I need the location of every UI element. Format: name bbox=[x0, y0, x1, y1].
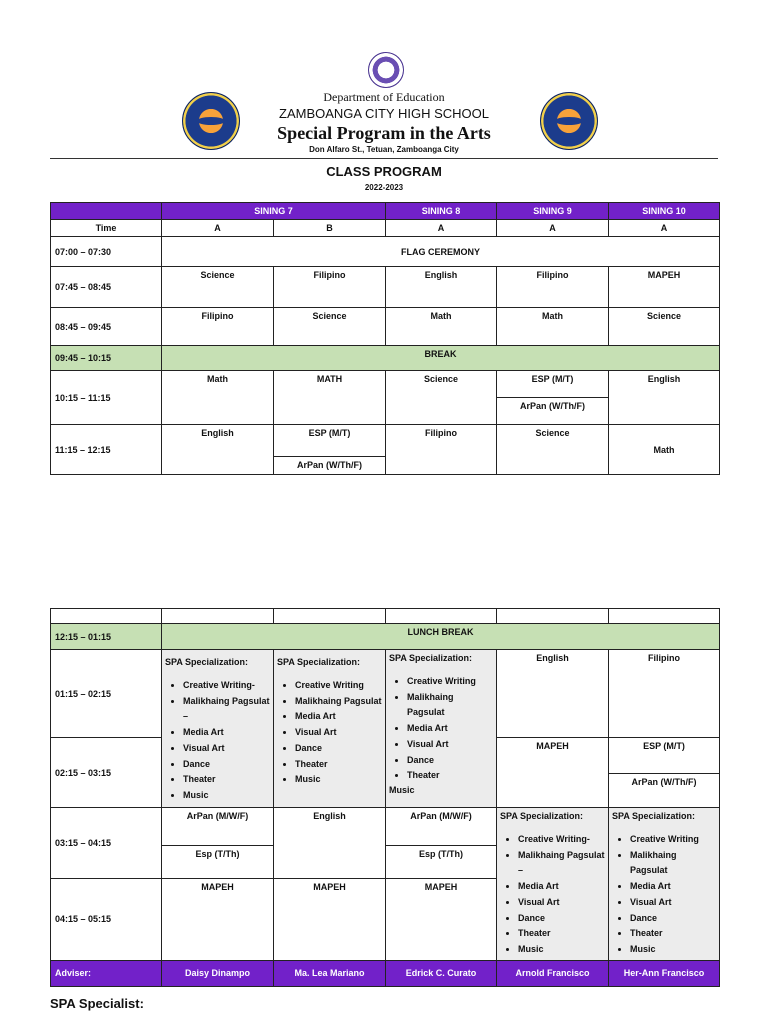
split-subject-cell bbox=[497, 371, 609, 425]
table-row bbox=[51, 237, 720, 267]
grade-header: SINING 7 bbox=[162, 203, 386, 220]
subject-cell: Filipino bbox=[497, 267, 609, 308]
spa-list-item: • Media Art bbox=[295, 709, 382, 725]
subject-cell: ESP (M/T) bbox=[609, 738, 719, 774]
spa-list-item: • Media Art bbox=[518, 879, 605, 895]
subject-cell: Math bbox=[162, 371, 274, 425]
program-name: Special Program in the Arts bbox=[277, 123, 491, 143]
spa-list-item: • Visual Art bbox=[407, 737, 493, 753]
time-cell: 07:45 – 08:45 bbox=[51, 267, 162, 308]
section-header: A bbox=[497, 220, 609, 237]
subject-cell: Esp (T/Th) bbox=[419, 849, 463, 859]
table-row bbox=[51, 371, 720, 425]
spa-list-item: • Creative Writing bbox=[295, 678, 382, 694]
subject-cell: Math bbox=[386, 308, 497, 346]
spa-list-item: • Visual Art bbox=[518, 895, 605, 911]
spa-list-item: • Media Art bbox=[630, 879, 716, 895]
grade-header: SINING 8 bbox=[386, 203, 497, 220]
table-row bbox=[51, 425, 720, 475]
subject-cell: Esp (T/Th) bbox=[195, 849, 240, 859]
subject-cell: ArPan (M/W/F) bbox=[386, 808, 496, 846]
subject-cell: Filipino bbox=[162, 308, 274, 346]
subject-cell: MAPEH bbox=[609, 267, 720, 308]
adviser-name: Arnold Francisco bbox=[497, 960, 609, 986]
section-header: A bbox=[162, 220, 274, 237]
subject-cell: Filipino bbox=[609, 650, 720, 738]
table-row bbox=[51, 808, 720, 879]
spa-list bbox=[500, 832, 605, 958]
break-row bbox=[51, 346, 720, 371]
section-header-row bbox=[51, 220, 720, 237]
adviser-row bbox=[51, 960, 720, 986]
split-subject-cell bbox=[162, 808, 274, 879]
document-title: CLASS PROGRAM bbox=[326, 164, 442, 179]
time-cell: 04:15 – 05:15 bbox=[51, 879, 162, 960]
spa-specialization-cell bbox=[274, 650, 386, 808]
adviser-label: Adviser: bbox=[51, 960, 162, 986]
spa-list-item: • Creative Writing bbox=[407, 674, 493, 690]
spa-specialist-label: SPA Specialist: bbox=[50, 996, 144, 1011]
spa-list-item: • Visual Art bbox=[295, 725, 382, 741]
spa-list-item: • Dance bbox=[407, 753, 493, 769]
subject-cell: Science bbox=[274, 308, 386, 346]
subject-cell: Math bbox=[609, 425, 720, 475]
subject-cell: English bbox=[497, 650, 609, 738]
deped-seal bbox=[368, 52, 404, 88]
break-cell: BREAK bbox=[162, 346, 720, 371]
split-subject-cell bbox=[386, 808, 497, 879]
subject-cell: English bbox=[162, 425, 274, 475]
flag-ceremony-cell: FLAG CEREMONY bbox=[162, 237, 720, 267]
adviser-name: Edrick C. Curato bbox=[386, 960, 497, 986]
spa-list-item: • Music bbox=[630, 942, 716, 958]
section-header: A bbox=[386, 220, 497, 237]
spa-list-item: • Visual Art bbox=[183, 741, 270, 757]
subject-cell: ArPan (M/W/F) bbox=[162, 808, 273, 846]
subject-cell: MAPEH bbox=[274, 879, 386, 960]
time-cell: 02:15 – 03:15 bbox=[51, 738, 162, 808]
subject-cell: Science bbox=[609, 308, 720, 346]
time-column-header: Time bbox=[51, 220, 162, 237]
subject-cell: MAPEH bbox=[162, 879, 274, 960]
subject-cell: English bbox=[609, 371, 720, 425]
time-cell: 09:45 – 10:15 bbox=[51, 346, 162, 371]
grade-header: SINING 9 bbox=[497, 203, 609, 220]
split-subject-cell bbox=[609, 738, 720, 808]
split-subject-cell bbox=[274, 425, 386, 475]
school-year: 2022-2023 bbox=[364, 183, 404, 192]
subject-cell: MAPEH bbox=[497, 738, 609, 808]
adviser-name: Her-Ann Francisco bbox=[609, 960, 720, 986]
subject-cell: Science bbox=[497, 425, 609, 475]
time-cell: 01:15 – 02:15 bbox=[51, 650, 162, 738]
table-row bbox=[51, 650, 720, 738]
subject-cell: English bbox=[274, 808, 386, 879]
spa-list-item: • Malikhaing Pagsulat – bbox=[518, 848, 605, 879]
spa-heading: SPA Specialization: bbox=[500, 811, 584, 821]
school-name: ZAMBOANGA CITY HIGH SCHOOL bbox=[279, 106, 489, 121]
grade-header-blank bbox=[51, 203, 162, 220]
spa-heading: SPA Specialization: bbox=[277, 657, 361, 667]
spa-list-item: • Music bbox=[518, 942, 605, 958]
spa-specialization-cell bbox=[162, 650, 274, 808]
subject-cell: ArPan (W/Th/F) bbox=[520, 401, 586, 411]
spa-list-item: • Theater bbox=[183, 772, 270, 788]
subject-cell: ESP (M/T) bbox=[274, 425, 385, 457]
grade-header-row bbox=[51, 203, 720, 220]
spa-specialization-cell bbox=[497, 808, 609, 961]
school-address: Don Alfaro St., Tetuan, Zamboanga City bbox=[309, 145, 459, 154]
spa-list-item: • Dance bbox=[518, 911, 605, 927]
blank-row bbox=[51, 609, 720, 624]
spa-list-item: • Media Art bbox=[183, 725, 270, 741]
lunch-break-cell: LUNCH BREAK bbox=[162, 624, 720, 650]
grade-header: SINING 10 bbox=[609, 203, 720, 220]
schedule-table-morning bbox=[50, 202, 720, 475]
spa-list-item: • Media Art bbox=[407, 721, 493, 737]
subject-cell: Science bbox=[162, 267, 274, 308]
subject-cell: Math bbox=[497, 308, 609, 346]
time-cell: 12:15 – 01:15 bbox=[51, 624, 162, 650]
adviser-name: Ma. Lea Mariano bbox=[274, 960, 386, 986]
table-row bbox=[51, 267, 720, 308]
spa-list-item: • Creative Writing bbox=[630, 832, 716, 848]
schedule-table-afternoon bbox=[50, 608, 720, 987]
subject-cell: English bbox=[386, 267, 497, 308]
subject-cell: Filipino bbox=[386, 425, 497, 475]
subject-cell: MAPEH bbox=[386, 879, 497, 960]
spa-list-item: • Malikhaing Pagsulat bbox=[630, 848, 716, 879]
lunch-row bbox=[51, 624, 720, 650]
header-divider bbox=[50, 158, 718, 159]
subject-cell: Science bbox=[386, 371, 497, 425]
spa-list-item: • Theater bbox=[295, 757, 382, 773]
spa-list bbox=[277, 678, 382, 788]
spa-specialization-cell bbox=[609, 808, 720, 961]
time-cell: 07:00 – 07:30 bbox=[51, 237, 162, 267]
spa-list-item: • Malikhaing Pagsulat – bbox=[183, 694, 270, 725]
spa-list-item: • Dance bbox=[630, 911, 716, 927]
spa-list-item: • Malikhaing Pagsulat bbox=[407, 690, 493, 721]
spa-list-item: • Creative Writing- bbox=[183, 678, 270, 694]
section-header: B bbox=[274, 220, 386, 237]
spa-list bbox=[165, 678, 270, 804]
time-cell: 11:15 – 12:15 bbox=[51, 425, 162, 475]
spa-heading: SPA Specialization: bbox=[165, 657, 249, 667]
time-cell: 08:45 – 09:45 bbox=[51, 308, 162, 346]
department-name: Department of Education bbox=[323, 90, 445, 104]
spa-list-item: • Dance bbox=[295, 741, 382, 757]
spa-list-item: • Visual Art bbox=[630, 895, 716, 911]
subject-cell: ArPan (W/Th/F) bbox=[631, 777, 697, 787]
spa-list-item: • Music bbox=[295, 772, 382, 788]
spa-list-item: • Music bbox=[183, 788, 270, 804]
spa-list bbox=[612, 832, 716, 958]
spa-list-item: • Theater bbox=[407, 768, 493, 784]
spa-list-item: Music bbox=[389, 784, 415, 795]
spa-list-item: • Theater bbox=[630, 926, 716, 942]
time-cell: 03:15 – 04:15 bbox=[51, 808, 162, 879]
subject-cell: MATH bbox=[274, 371, 386, 425]
spa-list-item: • Creative Writing- bbox=[518, 832, 605, 848]
subject-cell: ArPan (W/Th/F) bbox=[297, 460, 362, 470]
adviser-name: Daisy Dinampo bbox=[162, 960, 274, 986]
spa-specialization-cell bbox=[386, 650, 497, 808]
subject-cell: Filipino bbox=[274, 267, 386, 308]
section-header: A bbox=[609, 220, 720, 237]
spa-list-item: • Dance bbox=[183, 757, 270, 773]
spa-list bbox=[389, 674, 493, 784]
spa-heading: SPA Specialization: bbox=[389, 653, 473, 663]
time-cell: 10:15 – 11:15 bbox=[51, 371, 162, 425]
spa-list-item: • Malikhaing Pagsulat bbox=[295, 694, 382, 710]
subject-cell: ESP (M/T) bbox=[497, 371, 608, 398]
spa-list-item: • Theater bbox=[518, 926, 605, 942]
table-row bbox=[51, 308, 720, 346]
spa-heading: SPA Specialization: bbox=[612, 811, 696, 821]
